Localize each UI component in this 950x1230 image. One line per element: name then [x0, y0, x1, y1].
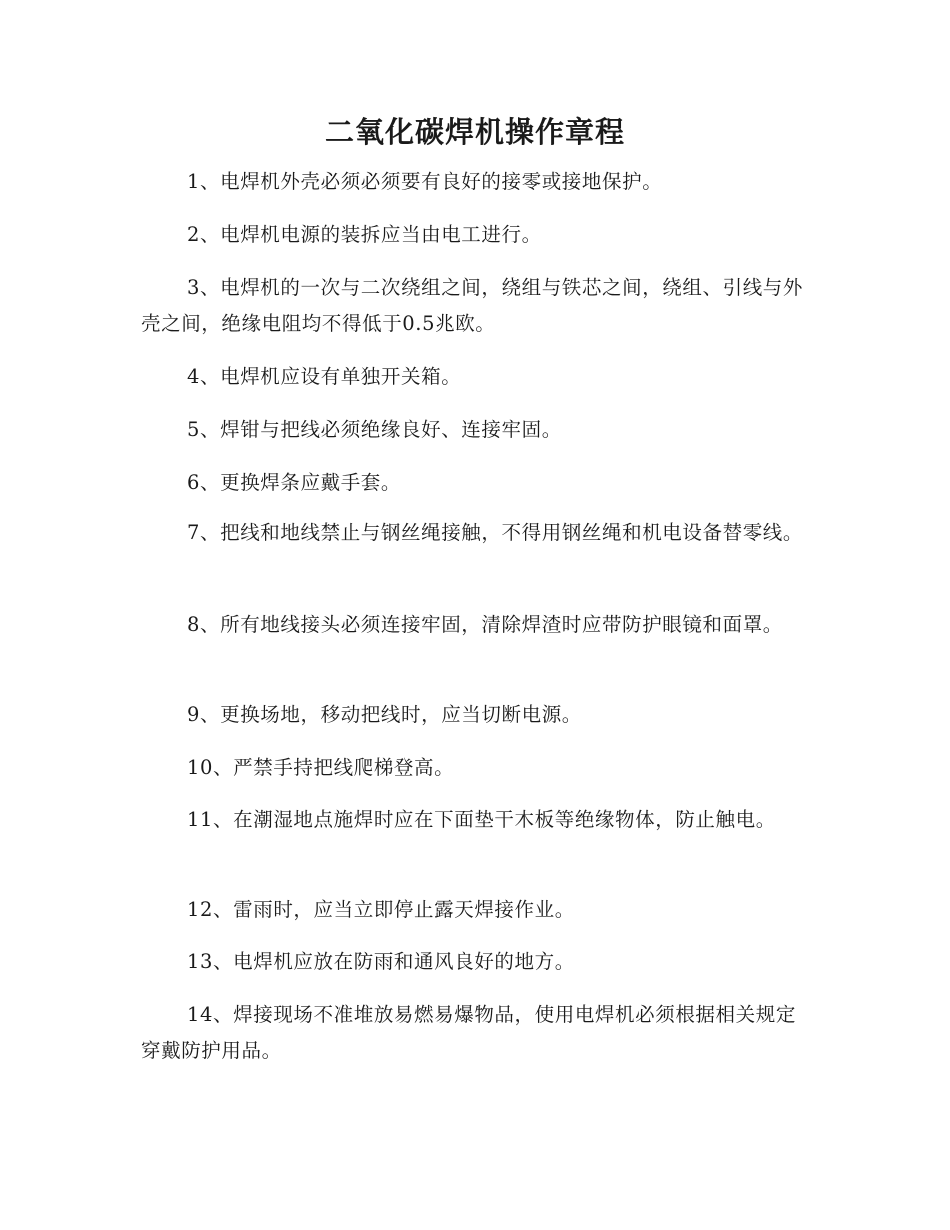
rule-item-4: 4、电焊机应设有单独开关箱。	[187, 365, 462, 388]
rule-item-9: 9、更换场地，移动把线时，应当切断电源。	[187, 703, 582, 726]
rule-item-11: 11、在潮湿地点施焊时应在下面垫干木板等绝缘物体，防止触电。	[187, 808, 776, 831]
rule-item-6: 6、更换焊条应戴手套。	[187, 471, 402, 494]
rule-item-5: 5、焊钳与把线必须绝缘良好、连接牢固。	[187, 418, 562, 441]
rule-item-10: 10、严禁手持把线爬梯登高。	[187, 756, 455, 779]
rule-item-2: 2、电焊机电源的装拆应当由电工进行。	[187, 223, 542, 246]
rule-item-14: 14、焊接现场不准堆放易燃易爆物品，使用电焊机必须根据相关规定穿戴防护用品。	[141, 1003, 796, 1062]
rule-item-12: 12、雷雨时，应当立即停止露天焊接作业。	[187, 898, 575, 921]
rule-item-7: 7、把线和地线禁止与钢丝绳接触，不得用钢丝绳和机电设备替零线。	[187, 521, 804, 544]
rule-item-8: 8、所有地线接头必须连接牢固，清除焊渣时应带防护眼镜和面罩。	[187, 613, 783, 636]
rule-item-13: 13、电焊机应放在防雨和通风良好的地方。	[187, 950, 575, 973]
rule-item-1: 1、电焊机外壳必须必须要有良好的接零或接地保护。	[187, 170, 663, 193]
rule-item-3: 3、电焊机的一次与二次绕组之间，绕组与铁芯之间，绕组、引线与外壳之间，绝缘电阻均不得低于0.5兆欧。	[141, 276, 804, 335]
page-title: 二氧化碳焊机操作章程	[324, 115, 625, 149]
